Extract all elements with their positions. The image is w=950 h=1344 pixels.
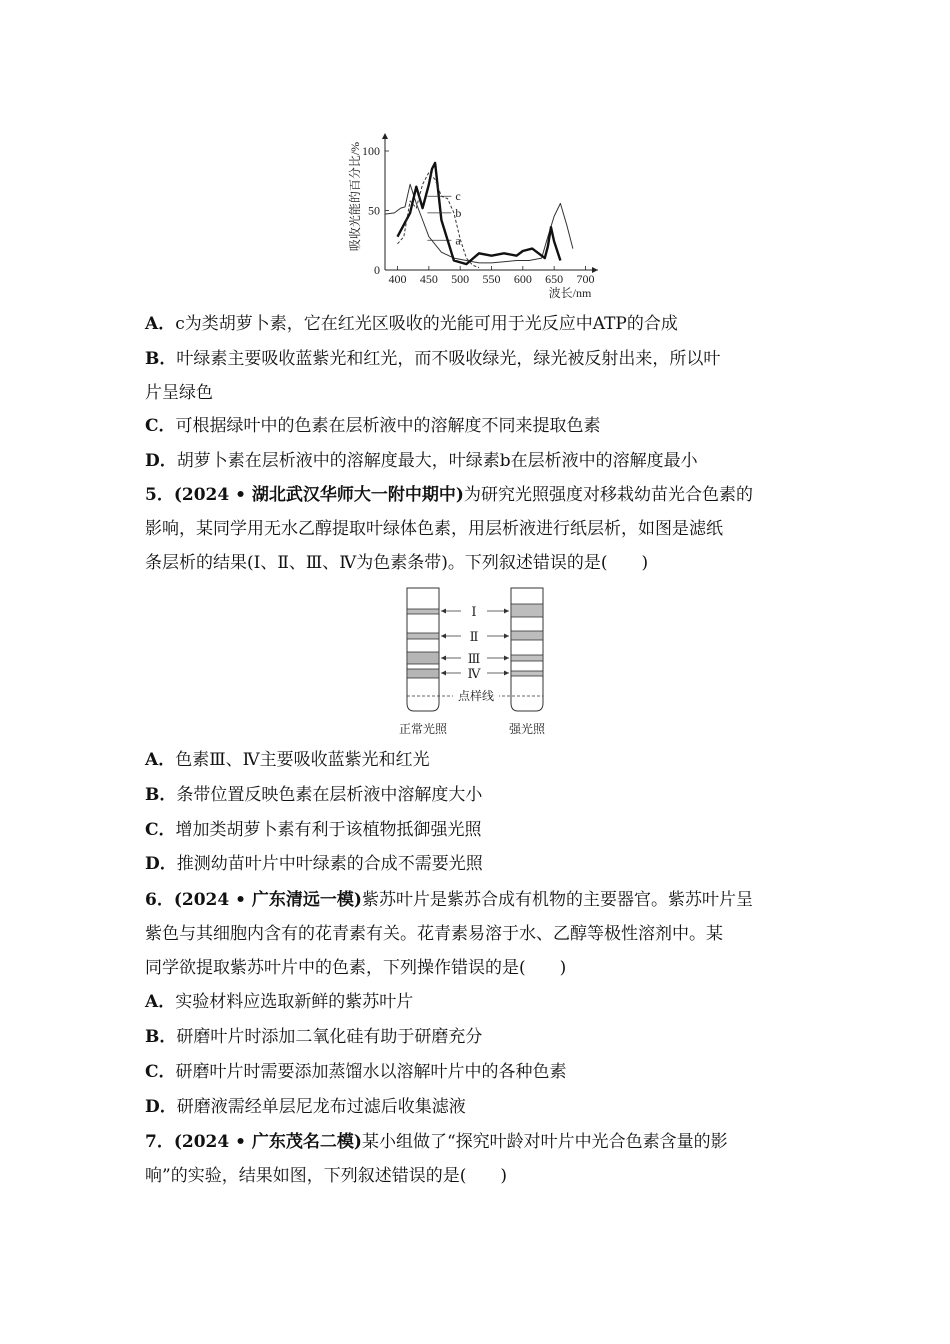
q7-stem-line1 — [145, 1130, 810, 1154]
x-tick-label: 600 — [513, 272, 532, 286]
question-source: (2024 • 广东清远一模) — [173, 890, 362, 910]
q5-stem-line3: 条层析的结果(Ⅰ、Ⅱ、Ⅲ、Ⅳ为色素条带)。下列叙述错误的是( ) — [145, 553, 649, 573]
option-text: 研磨叶片时需要添加蒸馏水以溶解叶片中的各种色素 — [175, 1062, 567, 1082]
option-letter: D． — [145, 854, 177, 874]
series-b-line — [398, 163, 561, 264]
q6-option-c — [145, 1060, 810, 1084]
option-text: 实验材料应选取新鲜的紫苏叶片 — [175, 992, 414, 1012]
option-letter: D． — [145, 1097, 177, 1117]
band-normal-1 — [407, 609, 439, 614]
y-tick-label: 50 — [368, 203, 380, 218]
x-tick-label: 400 — [388, 272, 407, 286]
option-letter: C． — [145, 820, 176, 840]
x-axis-label: 波长/nm — [548, 286, 592, 300]
band-normal-2 — [407, 633, 439, 639]
q5-option-c — [145, 818, 810, 842]
x-tick-label: 650 — [545, 272, 564, 286]
band-normal-4 — [407, 669, 439, 678]
strip-label-strong: 强光照 — [508, 722, 546, 736]
q5-stem-line1 — [145, 483, 810, 507]
option-text: 研磨叶片时添加二氧化硅有助于研磨充分 — [176, 1027, 483, 1047]
q5-option-b — [145, 783, 810, 807]
x-tick-label: 450 — [419, 272, 438, 286]
band-strong-3 — [511, 655, 543, 661]
series-b-label: b — [455, 205, 462, 220]
q5-stem-line2: 影响，某同学用无水乙醇提取叶绿体色素，用层析液进行纸层析，如图是滤纸 — [145, 519, 723, 539]
q4-option-d — [145, 449, 810, 473]
x-tick-label: 700 — [576, 272, 595, 286]
option-letter: B． — [145, 349, 177, 369]
question-number: 6． — [145, 890, 174, 910]
origin-label: 点样线 — [457, 689, 495, 703]
option-letter: A． — [145, 992, 176, 1012]
q5-option-a — [145, 748, 810, 772]
band-label-1: Ⅰ — [471, 604, 477, 619]
chromatography-figure — [395, 585, 560, 740]
option-text: 推测幼苗叶片中叶绿素的合成不需要光照 — [176, 854, 483, 874]
q7-stem-line2: 响”的实验，结果如图，下列叙述错误的是( ) — [145, 1166, 507, 1186]
x-tick-label: 550 — [482, 272, 501, 286]
option-letter: C． — [145, 1062, 176, 1082]
band-strong-1 — [511, 604, 543, 617]
q6-stem-line2: 紫色与其细胞内含有的花青素有关。花青素易溶于水、乙醇等极性溶剂中。某 — [145, 924, 723, 944]
question-source: (2024 • 湖北武汉华师大一附中期中) — [173, 485, 464, 505]
option-text: 条带位置反映色素在层析液中溶解度大小 — [176, 785, 483, 805]
band-label-4: Ⅳ — [467, 666, 481, 681]
q4-option-c — [145, 414, 810, 438]
question-source: (2024 • 广东茂名二模) — [173, 1132, 362, 1152]
option-text: 叶绿素主要吸收蓝紫光和红光，而不吸收绿光，绿光被反射出来，所以叶 — [176, 349, 721, 369]
absorption-spectrum-chart — [340, 125, 610, 305]
y-axis-label: 吸收光能的百分比/% — [348, 141, 362, 252]
band-strong-4 — [511, 671, 543, 676]
q6-stem-line3: 同学欲提取紫苏叶片中的色素，下列操作错误的是( ) — [145, 958, 567, 978]
q4-option-b — [145, 347, 810, 371]
question-text: 紫苏叶片是紫苏合成有机物的主要器官。紫苏叶片呈 — [361, 890, 753, 910]
option-letter: A． — [145, 750, 176, 770]
question-text: 为研究光照强度对移栽幼苗光合色素的 — [463, 485, 753, 505]
band-normal-3 — [407, 652, 439, 664]
question-text: 某小组做了“探究叶龄对叶片中光合色素含量的影 — [361, 1132, 728, 1152]
strip-label-normal: 正常光照 — [398, 722, 448, 736]
option-text: 增加类胡萝卜素有利于该植物抵御强光照 — [175, 820, 482, 840]
y-axis-arrow — [382, 133, 388, 139]
q6-stem-line1 — [145, 888, 810, 912]
strip-normal-light — [407, 588, 439, 711]
q4-option-a — [145, 312, 810, 336]
option-text: c为类胡萝卜素，它在红光区吸收的光能可用于光反应中ATP的合成 — [175, 314, 678, 334]
option-letter: B． — [145, 785, 177, 805]
y-tick-label: 100 — [362, 144, 380, 158]
option-letter: A． — [145, 314, 176, 334]
option-text: 可根据绿叶中的色素在层析液中的溶解度不同来提取色素 — [175, 416, 601, 436]
option-letter: D． — [145, 451, 177, 471]
option-letter: B． — [145, 1027, 177, 1047]
series-a-label: a — [455, 233, 461, 248]
q5-option-d — [145, 852, 810, 876]
band-label-2: Ⅱ — [469, 629, 479, 644]
question-number: 5． — [145, 485, 174, 505]
y-tick-label: 0 — [374, 263, 380, 277]
band-strong-2 — [511, 631, 543, 640]
option-text: 胡萝卜素在层析液中的溶解度最大，叶绿素b在层析液中的溶解度最小 — [176, 451, 698, 471]
band-label-3: Ⅲ — [467, 651, 481, 666]
option-text: 片呈绿色 — [145, 383, 213, 403]
option-text: 研磨液需经单层尼龙布过滤后收集滤液 — [176, 1097, 466, 1117]
q6-option-a — [145, 990, 810, 1014]
series-c-label: c — [455, 189, 461, 204]
q4-option-b-cont — [145, 381, 810, 405]
option-letter: C． — [145, 416, 176, 436]
x-tick-label: 500 — [451, 272, 470, 286]
option-text: 色素Ⅲ、Ⅳ主要吸收蓝紫光和红光 — [175, 750, 430, 770]
q6-option-d — [145, 1095, 810, 1119]
q6-option-b — [145, 1025, 810, 1049]
question-number: 7． — [145, 1132, 174, 1152]
